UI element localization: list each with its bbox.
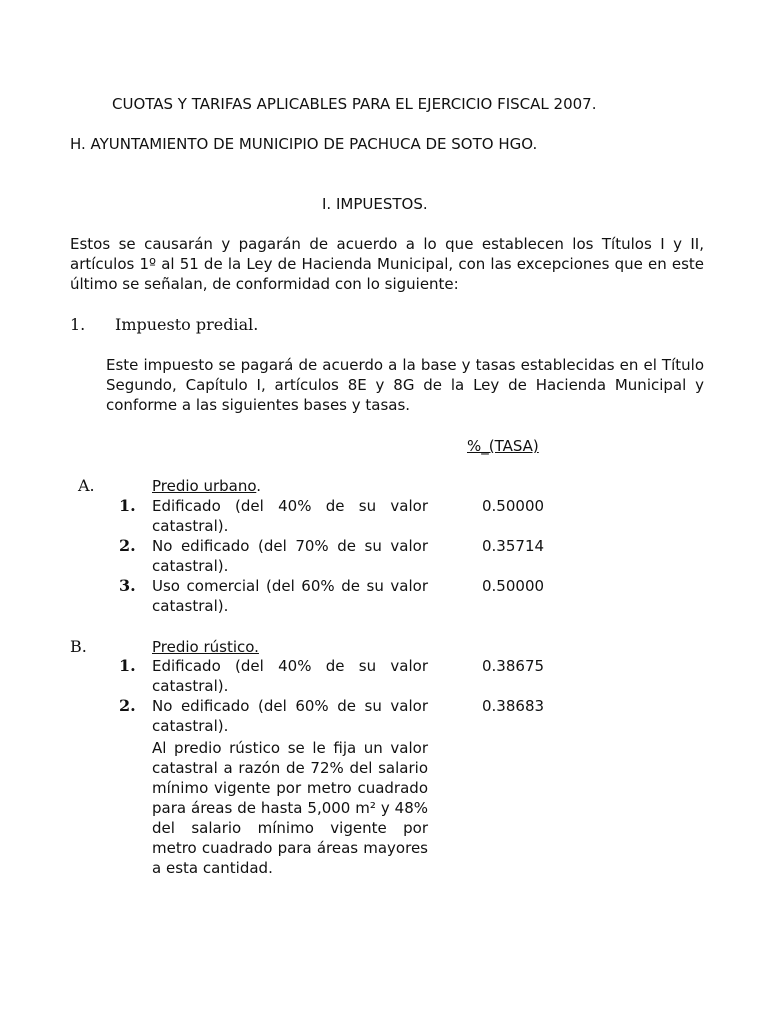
document-title: CUOTAS Y TARIFAS APLICABLES PARA EL EJERCICIO FISCAL 2007. xyxy=(112,95,597,113)
group-a-title-text: Predio urbano xyxy=(152,477,257,495)
group-a-row-3-number: 3. xyxy=(119,576,136,595)
item-1-paragraph: Este impuesto se pagará de acuerdo a la base y tasas establecidas en el Título Segundo, Capítulo I, artículos 8E y 8G de la Ley de Hacienda Municipal y conforme a las siguientes bases y tasas. xyxy=(106,356,704,414)
group-a-row-1-description: Edificado (del 40% de su valor catastral). xyxy=(152,497,428,535)
group-b-row-1-rate: 0.38675 xyxy=(482,657,545,675)
intro-paragraph: Estos se causarán y pagarán de acuerdo a lo que establecen los Títulos I y II, artículos 1º al 51 de la Ley de Hacienda Municipal, con las excepciones que en este último se señalan, de conformidad con lo siguiente: xyxy=(70,235,704,293)
group-b-letter: B. xyxy=(70,637,87,656)
group-a-row-3-rate: 0.50000 xyxy=(482,577,545,595)
group-b-row-2-description: No edificado (del 60% de su valor catastral). xyxy=(152,697,428,735)
group-b-row-1-number: 1. xyxy=(119,656,136,675)
group-a-title-suffix: . xyxy=(256,477,262,495)
group-b-title: Predio rústico. xyxy=(152,638,259,656)
rate-column-header: %_(TASA) xyxy=(467,437,539,455)
group-a-row-2-rate: 0.35714 xyxy=(482,537,545,555)
group-a-row-2-description: No edificado (del 70% de su valor catastral). xyxy=(152,537,428,575)
group-a-row-3-description: Uso comercial (del 60% de su valor catastral). xyxy=(152,577,428,615)
group-a-row-1-number: 1. xyxy=(119,496,136,515)
group-a-row-1-rate: 0.50000 xyxy=(482,497,545,515)
item-1-number: 1. xyxy=(70,315,86,334)
group-a-title xyxy=(152,476,261,496)
group-a-letter: A. xyxy=(78,476,95,495)
group-a-row-2-number: 2. xyxy=(119,536,136,555)
group-b-note: Al predio rústico se le fija un valor catastral a razón de 72% del salario mínimo vigente por metro cuadrado para áreas de hasta 5,000 m² y 48% del salario mínimo vigente por metro cuadrado para áreas mayores a esta cantidad. xyxy=(152,739,428,877)
item-1-title: Impuesto predial. xyxy=(115,315,259,334)
group-b-row-1-description: Edificado (del 40% de su valor catastral). xyxy=(152,657,428,695)
document-subtitle: H. AYUNTAMIENTO DE MUNICIPIO DE PACHUCA DE SOTO HGO. xyxy=(70,135,538,153)
section-heading: I. IMPUESTOS. xyxy=(322,195,428,213)
group-b-row-2-number: 2. xyxy=(119,696,136,715)
group-b-row-2-rate: 0.38683 xyxy=(482,697,545,715)
